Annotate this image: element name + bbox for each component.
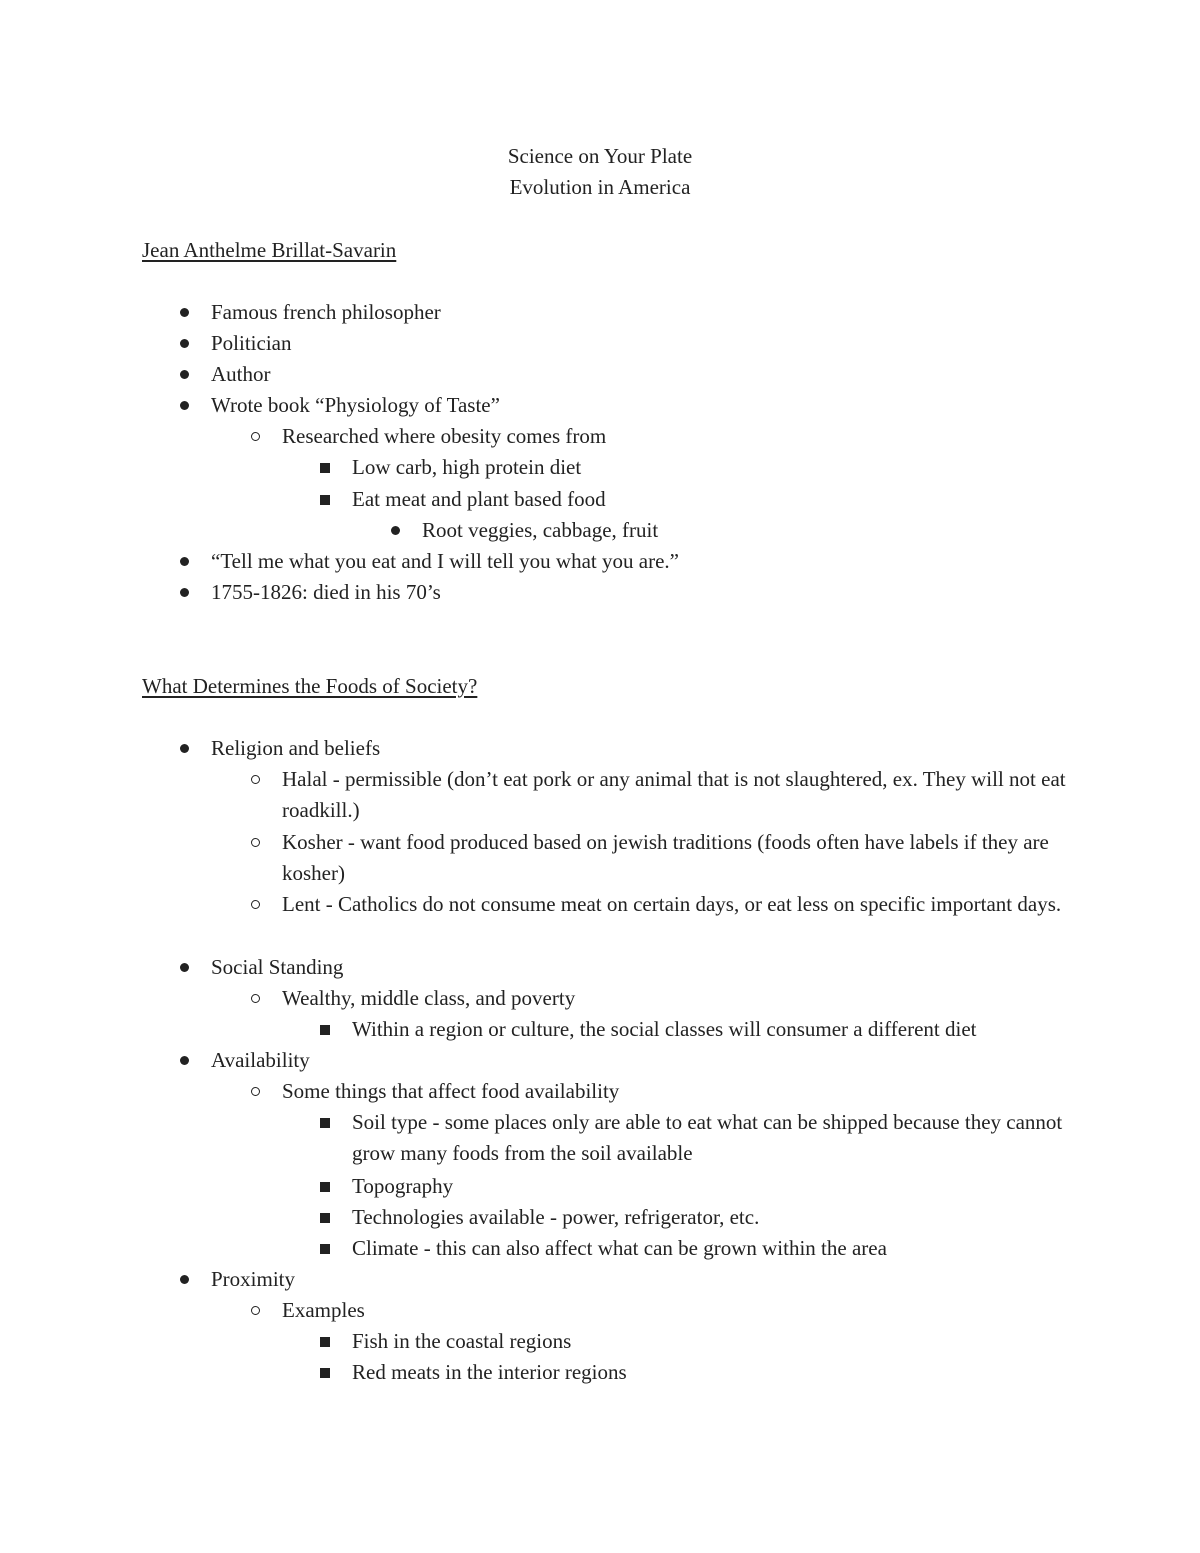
- list-item: Fish in the coastal regions: [352, 1326, 1072, 1357]
- list-item: Wealthy, middle class, and poverty: [282, 983, 1072, 1014]
- bullet-dot-icon: [177, 733, 191, 764]
- bullet-square-icon: [318, 452, 332, 483]
- bullet-circle-icon: [248, 421, 262, 452]
- bullet-dot-icon: [177, 297, 191, 328]
- bullet-circle-icon: [248, 764, 262, 795]
- list-item: Root veggies, cabbage, fruit: [422, 515, 1072, 546]
- bullet-square-icon: [318, 1326, 332, 1357]
- bullet-square-icon: [318, 1171, 332, 1202]
- list-item: Social Standing: [211, 952, 1071, 983]
- bullet-square-icon: [318, 1233, 332, 1264]
- list-item: “Tell me what you eat and I will tell you what you are.”: [211, 546, 1071, 577]
- bullet-circle-icon: [248, 1295, 262, 1326]
- document-subtitle: Evolution in America: [509, 175, 691, 199]
- bullet-dot-icon: [177, 952, 191, 983]
- bullet-circle-icon: [248, 889, 262, 920]
- bullet-square-icon: [318, 1107, 332, 1138]
- bullet-square-icon: [318, 1202, 332, 1233]
- list-item: Within a region or culture, the social classes will consumer a different diet: [352, 1014, 1072, 1045]
- list-item: Low carb, high protein diet: [352, 452, 1072, 483]
- document-title: Science on Your Plate: [507, 144, 693, 168]
- list-item: Famous french philosopher: [211, 297, 1071, 328]
- bullet-square-icon: [318, 1357, 332, 1388]
- list-item: Soil type - some places only are able to eat what can be shipped because they cannot grow many foods from the soil available: [352, 1107, 1072, 1170]
- list-item: Lent - Catholics do not consume meat on certain days, or eat less on specific important days.: [282, 889, 1072, 920]
- list-item: Wrote book “Physiology of Taste”: [211, 390, 1071, 421]
- bullet-circle-icon: [248, 983, 262, 1014]
- list-item: Examples: [282, 1295, 1072, 1326]
- section-heading-foods-of-society: What Determines the Foods of Society?: [142, 674, 478, 698]
- bullet-dot-icon: [177, 1045, 191, 1076]
- list-item: Red meats in the interior regions: [352, 1357, 1072, 1388]
- bullet-dot-icon: [177, 390, 191, 421]
- bullet-square-icon: [318, 1014, 332, 1045]
- list-item: Halal - permissible (don’t eat pork or any animal that is not slaughtered, ex. They will not eat roadkill.): [282, 764, 1072, 827]
- list-item: Author: [211, 359, 1071, 390]
- section-heading-brillat-savarin: Jean Anthelme Brillat-Savarin: [142, 238, 397, 262]
- list-item: Climate - this can also affect what can be grown within the area: [352, 1233, 1072, 1264]
- list-item: 1755-1826: died in his 70’s: [211, 577, 1071, 608]
- list-item: Kosher - want food produced based on jewish traditions (foods often have labels if they are kosher): [282, 827, 1072, 890]
- bullet-dot-icon: [177, 328, 191, 359]
- list-item: Topography: [352, 1171, 1072, 1202]
- list-item: Religion and beliefs: [211, 733, 1071, 764]
- list-item: Some things that affect food availability: [282, 1076, 1072, 1107]
- bullet-circle-icon: [248, 827, 262, 858]
- list-item: Technologies available - power, refrigerator, etc.: [352, 1202, 1072, 1233]
- list-item: Proximity: [211, 1264, 1071, 1295]
- bullet-dot-icon: [177, 359, 191, 390]
- list-item: Eat meat and plant based food: [352, 484, 1072, 515]
- bullet-dot-icon: [388, 515, 402, 546]
- bullet-dot-icon: [177, 546, 191, 577]
- bullet-square-icon: [318, 484, 332, 515]
- bullet-dot-icon: [177, 1264, 191, 1295]
- list-item: Researched where obesity comes from: [282, 421, 1072, 452]
- list-item: Politician: [211, 328, 1071, 359]
- list-item: Availability: [211, 1045, 1071, 1076]
- bullet-dot-icon: [177, 577, 191, 608]
- bullet-circle-icon: [248, 1076, 262, 1107]
